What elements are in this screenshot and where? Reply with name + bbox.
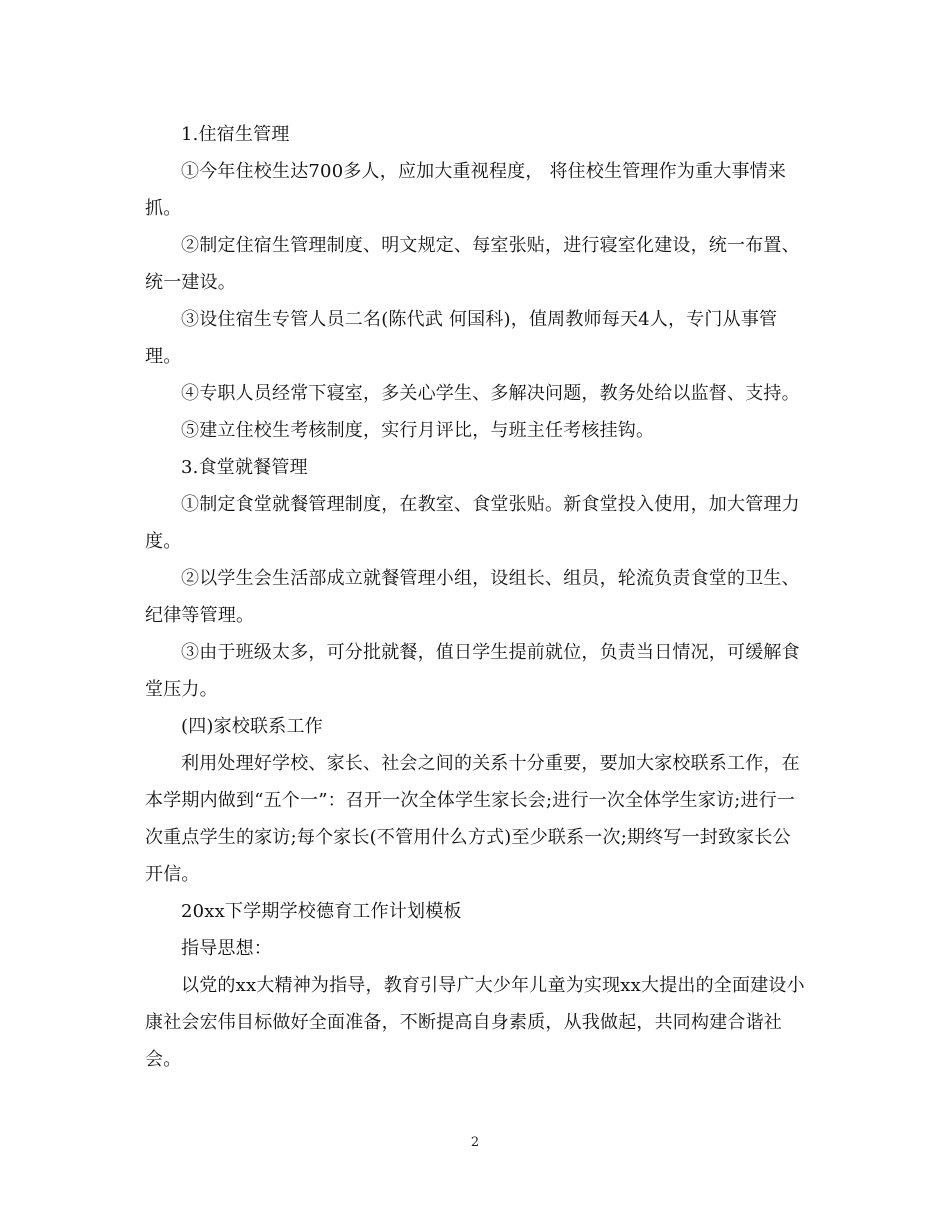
paragraph-canteen-3: ③由于班级太多，可分批就餐，值日学生提前就位，负责当日情况，可缓解食堂压力。 [145,642,800,700]
paragraph-canteen-1: ①制定食堂就餐管理制度，在教室、食堂张贴。新食堂投入使用，加大管理力度。 [145,494,800,552]
paragraph-canteen-2: ②以学生会生活部成立就餐管理小组，设组长、组员，轮流负责食堂的卫生、纪律等管理。 [145,568,800,626]
paragraph-dorm-4: ④专职人员经常下寝室，多关心学生、多解决问题，教务处给以监督、支持。 [181,383,800,404]
paragraph-guiding-thought-body: 以党的xx大精神为指导，教育引导广大少年儿童为实现xx大提出的全面建设小康社会宏伟目标做好全面准备，不断提高自身素质，从我做起，共同构建合谐社会。 [145,975,805,1070]
paragraph-heading-home-school: (四)家校联系工作 [181,716,323,737]
paragraph-dorm-3: ③设住宿生专管人员二名(陈代武 何国科)，值周教师每天4人，专门从事管理。 [145,309,778,367]
paragraph-heading-dorm: 1.住宿生管理 [181,124,290,145]
paragraph-dorm-2: ②制定住宿生管理制度、明文规定、每室张贴，进行寝室化建设，统一布置、统一建设。 [145,235,800,293]
document-body [145,116,805,1078]
paragraph-plan-title: 20xx下学期学校德育工作计划模板 [181,901,462,922]
paragraph-dorm-1: ①今年住校生达700多人，应加大重视程度， 将住校生管理作为重大事情来抓。 [145,161,787,219]
paragraph-home-school-body: 利用处理好学校、家长、社会之间的关系十分重要，要加大家校联系工作，在本学期内做到“五个一”：召开一次全体学生家长会;进行一次全体学生家访;进行一次重点学生的家访;每个家长(不管用什么方式)至少联系一次;期终写一封致家长公开信。 [145,753,800,885]
paragraph-guiding-thought-label: 指导思想： [181,938,272,959]
paragraph-dorm-5: ⑤建立住校生考核制度，实行月评比，与班主任考核挂钩。 [181,420,655,441]
paragraph-heading-canteen: 3.食堂就餐管理 [181,457,308,478]
page-number: 2 [470,1135,480,1150]
